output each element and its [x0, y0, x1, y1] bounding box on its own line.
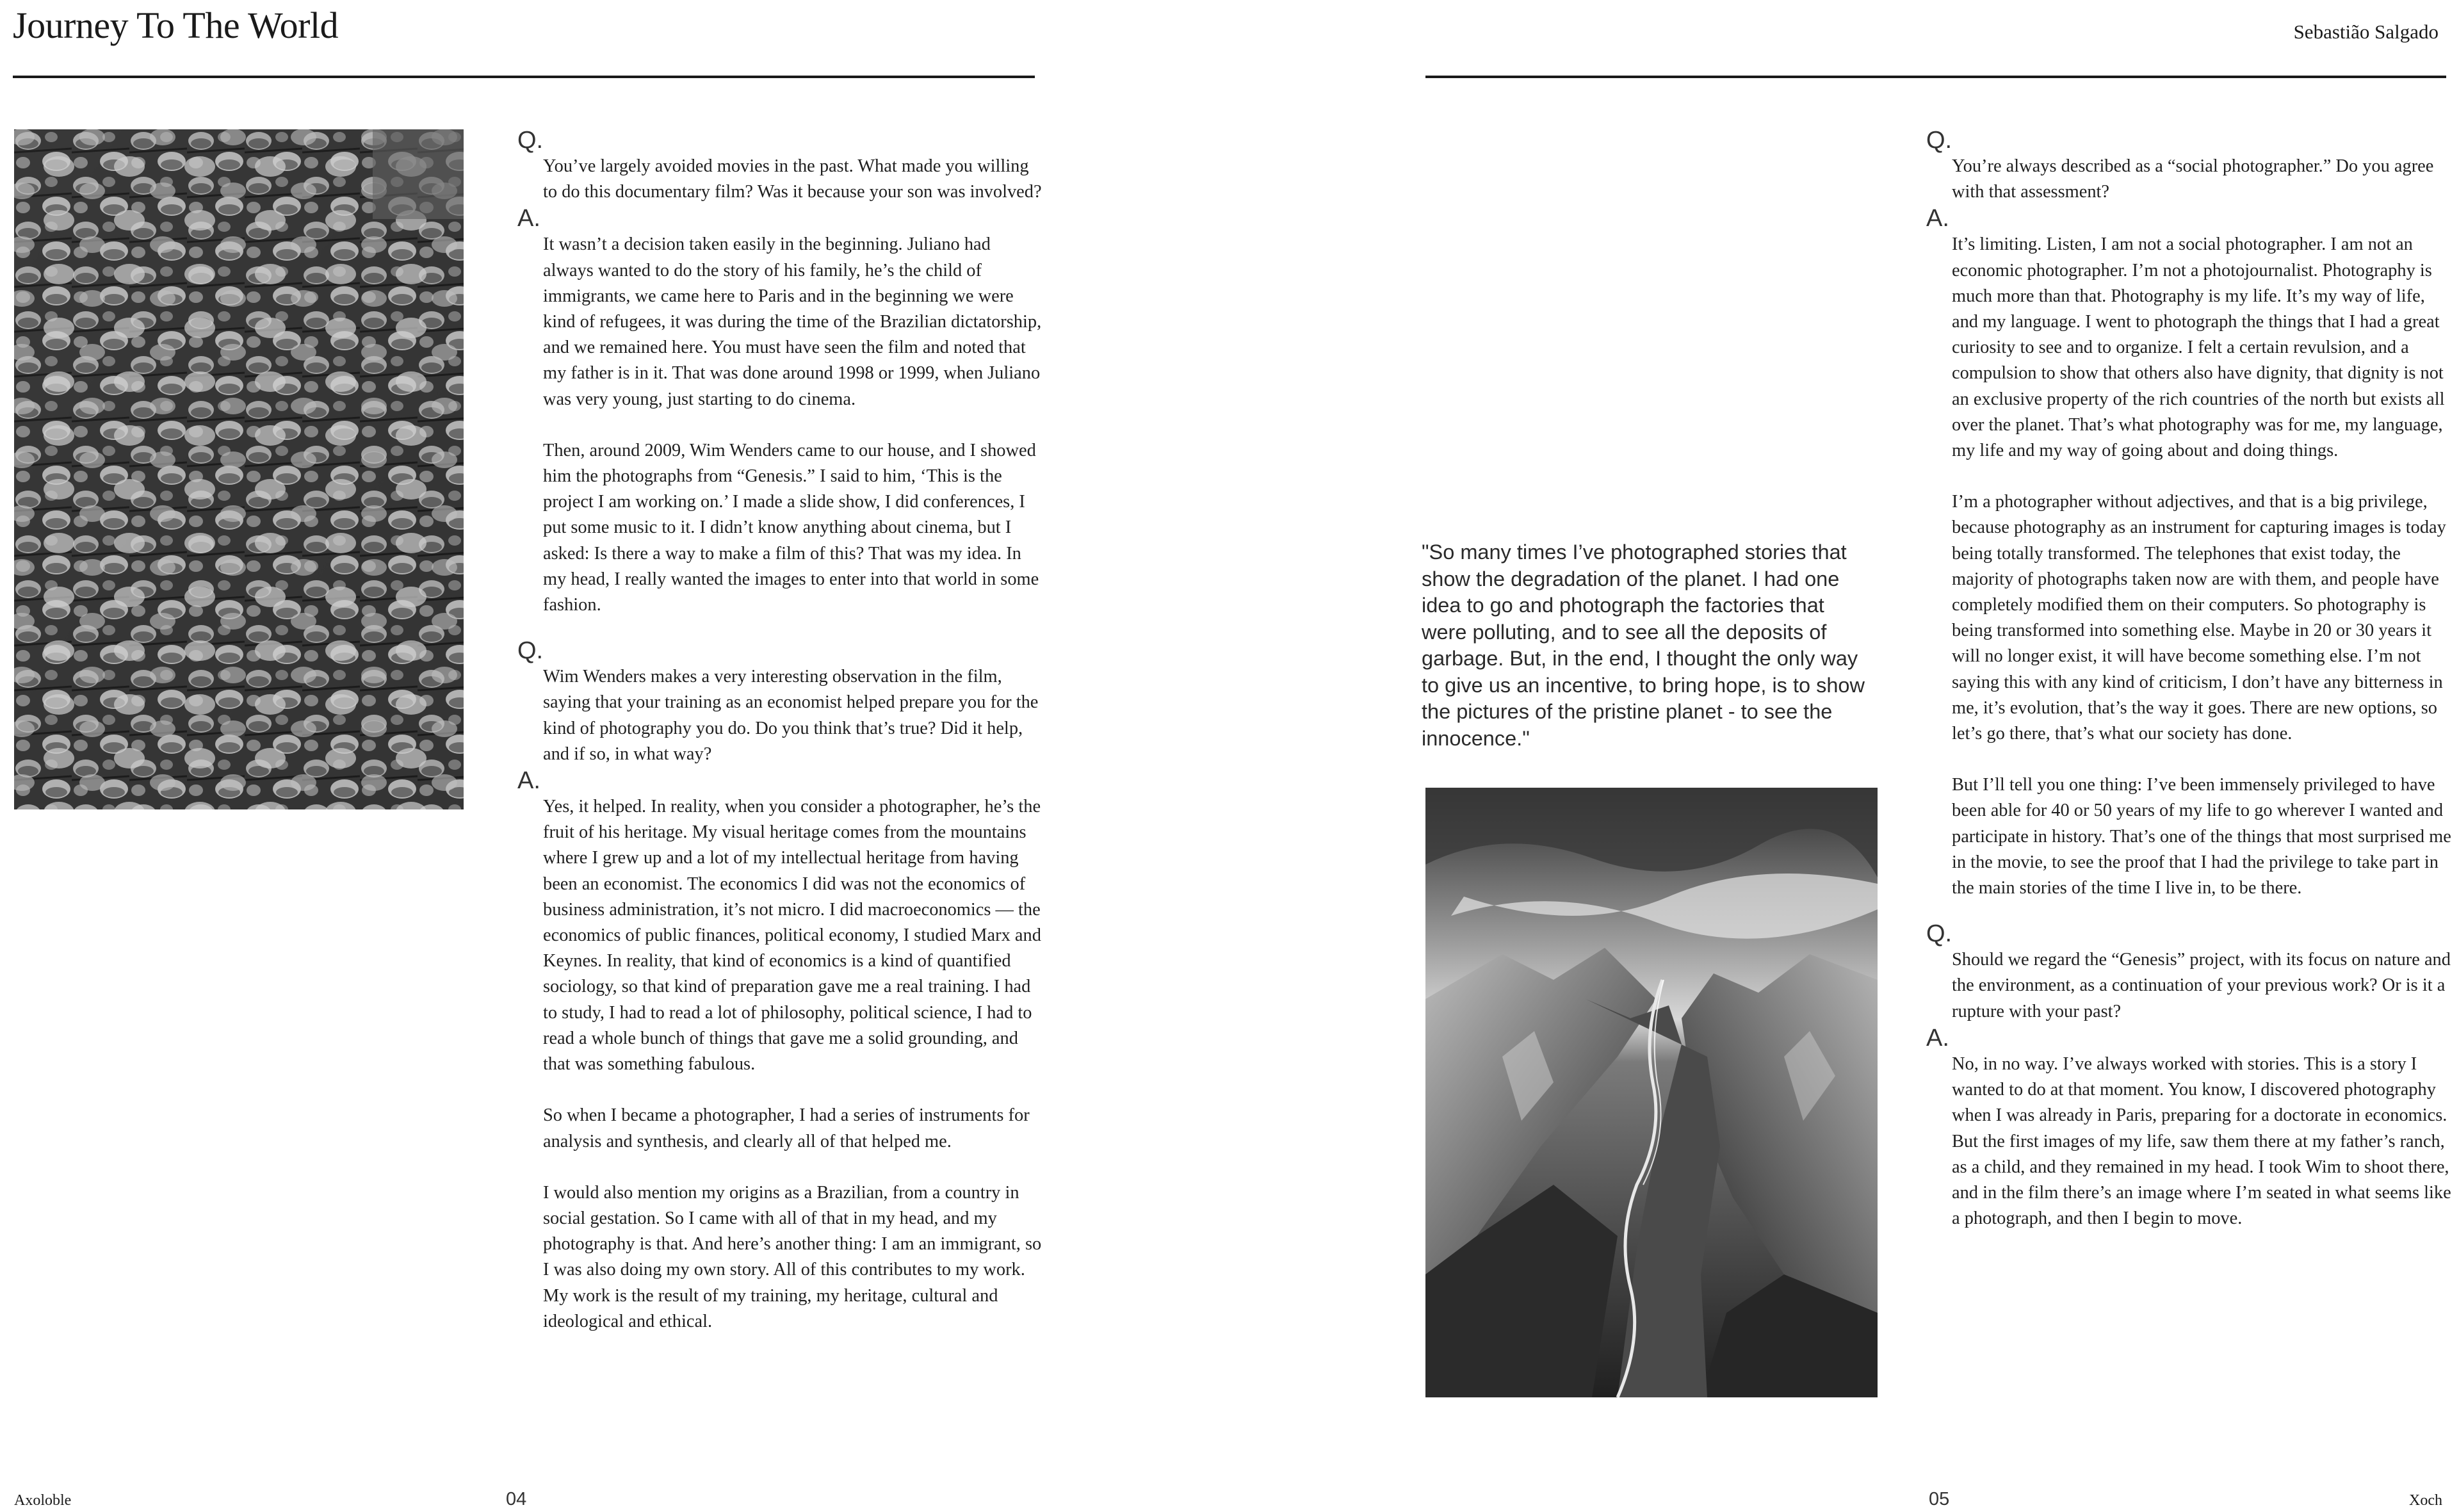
mountain-river-valley-photo	[1425, 788, 1878, 1397]
question-label: Q.	[517, 127, 544, 154]
gold-mine-workers-photo	[14, 129, 464, 809]
answer-paragraph: Then, around 2009, Wim Wenders came to our house, and I showed him the photographs from “Genesis.” I said to him, ‘This is the project I am working on.’ I made a slide show, I did conferences, I put some music to it. I didn’t know anything about cinema, but I asked: Is there a way to make a film of this? That was my idea. In my head, I really wanted the images to enter into that world in some fashion.	[543, 440, 1039, 615]
answer-label: A.	[1926, 1024, 1949, 1052]
answer-paragraph: Yes, it helped. In reality, when you consider a photographer, he’s the fruit of his heritage. My visual heritage comes from the mountains where I grew up and a lot of my intellectual heritage from having been an economist. The economics I did was not the economics of business administration, it’s not micro. I did macroeconomics — the economics of public finances, political economy, I studied Marx and Keynes. In reality, that kind of economics is a kind of quantified sociology, so that kind of preparation gave me a real training. I had to study, I had to read a lot of philosophy, political science, I had to read a whole bunch of things that gave me a solid grounding, and that was something fabulous.	[543, 797, 1041, 1075]
right-interview-column	[1926, 127, 2451, 1240]
footer-left-brand: Axoloble	[14, 1492, 72, 1509]
qa-block	[517, 127, 1043, 618]
qa-block	[1926, 127, 2451, 901]
question-text: You’ve largely avoided movies in the past. What made you willing to do this documentary film? Was it because your son was involved?	[543, 156, 1042, 202]
answer-paragraph: But I’ll tell you one thing: I’ve been immensely privileged to have been able for 40 or 50 years of my life to go wherever I wanted and participate in history. That’s one of the things that most surprised me in the movie, to see the proof that I had the privilege to take part in the main stories of the time I live in, to be there.	[1952, 775, 2451, 898]
qa-block	[517, 637, 1043, 1335]
question-text: Wim Wenders makes a very interesting observation in the film, saying that your training as an economist helped prepare you for the kind of photography you do. Do you think that’s true? Did it help, and if so, in what way?	[543, 667, 1039, 764]
answer-paragraph: I would also mention my origins as a Brazilian, from a country in social gestation. So I came with all of that in my head, and my photography is that. And here’s another thing: I am an immigrant, so I was also doing my own story. All of this contributes to my work. My work is the result of my training, my heritage, cultural and ideological and ethical.	[543, 1182, 1042, 1331]
right-page-number: 05	[1929, 1489, 1950, 1509]
answer-paragraph: It wasn’t a decision taken easily in the beginning. Juliano had always wanted to do the story of his family, he’s the child of immigrants, we came here to Paris and in the beginning we were kind of refugees, it was during the time of the Brazilian dictatorship, and we remained here. You must have seen the film and noted that my father is in it. That was done around 1998 or 1999, when Juliano was very young, just starting to do cinema.	[543, 234, 1042, 409]
answer-label: A.	[517, 205, 540, 232]
magazine-title: Journey To The World	[13, 4, 339, 46]
answer-label: A.	[1926, 205, 1949, 232]
answer-paragraph: So when I became a photographer, I had a series of instruments for analysis and synthesis, and clearly all of that helped me.	[543, 1105, 1030, 1151]
question-text: Should we regard the “Genesis” project, with its focus on nature and the environment, as a continuation of your previous work? Or is it a rupture with your past?	[1952, 950, 2451, 1021]
answer-paragraph: I’m a photographer without adjectives, and that is a big privilege, because photography as an instrument for capturing images is today being totally transformed. The telephones that exist today, the majority of photographs taken now are with them, and people have completely modified them on their computers. So photography is being transformed into something else. Maybe in 20 or 30 years it will no longer exist, it will have become something else. I’m not saying this with any kind of criticism, I don’t have any bitterness in me, it’s evolution, that’s the way it goes. There are new options, so let’s go there, that’s what our society has done.	[1952, 492, 2446, 744]
question-label: Q.	[1926, 920, 1952, 948]
question-text: You’re always described as a “social photographer.” Do you agree with that assessment?	[1952, 156, 2434, 202]
qa-block	[1926, 920, 2451, 1232]
question-label: Q.	[517, 637, 544, 665]
answer-paragraph: No, in no way. I’ve always worked with stories. This is a story I wanted to do at that moment. You know, I discovered photography when I was already in Paris, preparing for a doctorate in economics. But the first images of my life, saw them there at my father’s ranch, as a child, and they remained in my head. I took Wim to shoot there, and in the film there’s an image where I’m seated in what seems like a photograph, and then I begin to move.	[1952, 1053, 2451, 1229]
footer-right-brand: Xoch	[2409, 1492, 2442, 1509]
left-interview-column	[517, 127, 1043, 1344]
pull-quote: "So many times I’ve photographed stories that show the degradation of the planet. I had one idea to go and photograph the factories that were polluting, and to see all the deposits of garbage. But, in the end, I thought the only way to give us an incentive, to bring hope, is to show the pictures of the pristine planet - to see the innocence."	[1422, 541, 1865, 750]
author-name: Sebastião Salgado	[2293, 20, 2439, 43]
answer-label: A.	[517, 767, 540, 795]
question-label: Q.	[1926, 127, 1952, 154]
left-page-number: 04	[506, 1489, 527, 1509]
answer-paragraph: It’s limiting. Listen, I am not a social photographer. I am not an economic photographer. I’m not a photojournalist. Photography is much more than that. Photography is my life. It’s my way of life, and my language. I went to photograph the things that I had a great curiosity to see and to organize. I felt a certain revulsion, and a compulsion to show that others also have dignity, that dignity is not an exclusive property of the rich countries of the north but exists all over the planet. That’s what photography was for me, my language, my life and my way of going about and doing things.	[1952, 234, 2445, 461]
header-rule-left	[13, 76, 1035, 78]
header-rule-right	[1425, 76, 2446, 78]
